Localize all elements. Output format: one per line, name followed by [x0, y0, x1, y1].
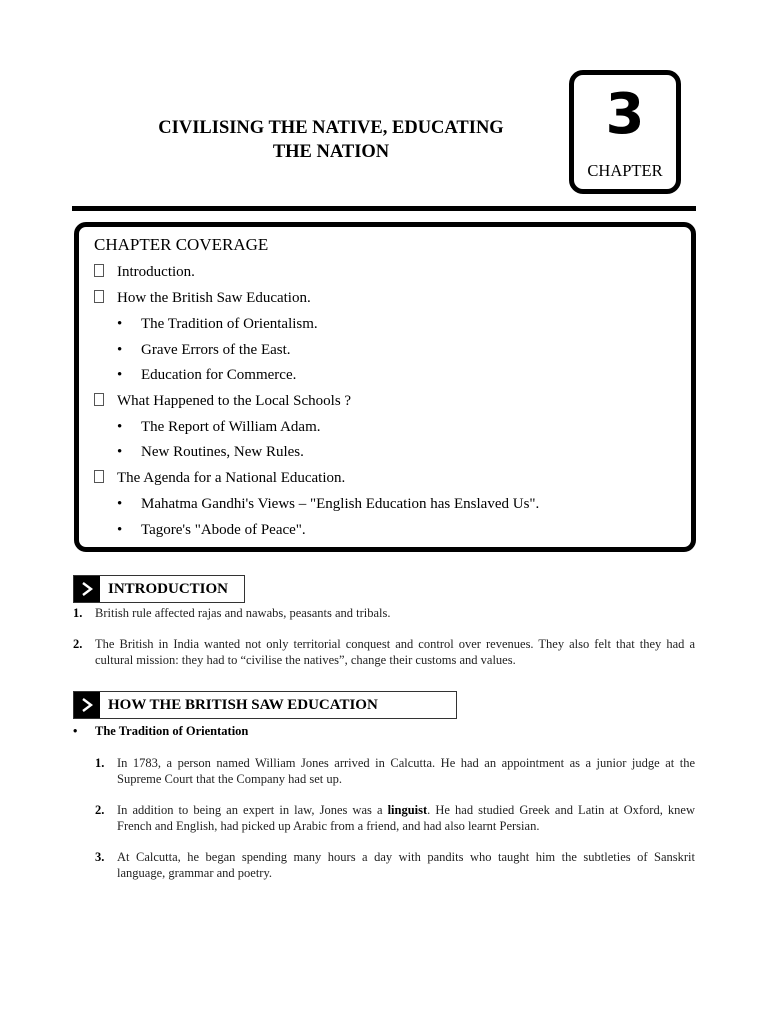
coverage-subitem-label: Tagore's "Abode of Peace".	[141, 522, 306, 538]
bullet-icon: •	[117, 419, 123, 435]
coverage-subitem-label: New Routines, New Rules.	[141, 444, 304, 460]
coverage-item-label: Introduction.	[117, 264, 195, 280]
intro-point-text: British rule affected rajas and nawabs, peasants and tribals.	[95, 606, 391, 620]
coverage-subitem	[117, 520, 306, 540]
coverage-subitem	[117, 314, 318, 334]
chapter-title	[120, 116, 542, 164]
bullet-icon: •	[73, 724, 78, 738]
bullet-icon: •	[117, 342, 123, 358]
chapter-title-line-1: CIVILISING THE NATIVE, EDUCATING	[158, 118, 504, 138]
bullet-icon: •	[117, 444, 123, 460]
coverage-subitem-label: Mahatma Gandhi's Views – "English Education has Enslaved Us".	[141, 496, 540, 512]
orientalism-point-number: 3.	[95, 850, 105, 864]
orientalism-point-number: 2.	[95, 803, 105, 817]
coverage-item	[94, 468, 345, 488]
coverage-item-label: The Agenda for a National Education.	[117, 470, 346, 486]
bullet-icon: •	[117, 496, 123, 512]
missing-glyph-icon	[94, 470, 104, 483]
missing-glyph-icon	[94, 290, 104, 303]
linguist-keyword: linguist	[387, 803, 428, 817]
bullet-icon: •	[117, 367, 123, 383]
introduction-heading-label: INTRODUCTION	[108, 581, 229, 597]
coverage-item-label: What Happened to the Local Schools ?	[117, 393, 352, 409]
bullet-icon: •	[117, 316, 123, 332]
coverage-item-label: How the British Saw Education.	[117, 290, 311, 306]
orientalism-point-text-line: In 1783, a person named William Jones arrived in Calcutta. He had an appointment as a junior judge at the	[117, 756, 695, 770]
coverage-subitem	[117, 365, 296, 385]
chapter-coverage-title: CHAPTER COVERAGE	[94, 235, 269, 254]
chapter-coverage-box	[74, 222, 696, 552]
missing-glyph-icon	[94, 393, 104, 406]
intro-point-number: 1.	[73, 606, 83, 620]
orientalism-point-number: 1.	[95, 756, 105, 770]
intro-point-number: 2.	[73, 637, 83, 651]
chapter-title-line-2: THE NATION	[272, 142, 390, 162]
coverage-subitem	[117, 340, 291, 360]
orientalism-subheading: The Tradition of Orientation	[95, 724, 249, 738]
coverage-subitem-label: Grave Errors of the East.	[141, 342, 291, 358]
coverage-subitem-label: The Report of William Adam.	[141, 419, 321, 435]
orientalism-point-text-line: language, grammar and poetry.	[117, 866, 273, 880]
chapter-number: 3	[605, 82, 645, 147]
orientalism-point-text-line: Supreme Court that the Company had set up.	[117, 772, 342, 786]
coverage-item	[94, 288, 311, 308]
british-education-heading-label: HOW THE BRITISH SAW EDUCATION	[108, 697, 378, 713]
orientalism-text-part: In addition to being an expert in law, Jones was a	[117, 803, 388, 817]
chapter-badge	[569, 70, 681, 194]
missing-glyph-icon	[94, 264, 104, 277]
coverage-subitem	[117, 442, 304, 462]
orientalism-point-text-line	[117, 802, 695, 818]
chevron-right-icon	[74, 576, 100, 602]
british-education-heading	[73, 691, 457, 719]
introduction-heading	[73, 575, 245, 603]
orientalism-text-part: . He had studied Greek and Latin at Oxford, knew	[427, 803, 695, 817]
chevron-right-icon	[74, 692, 100, 718]
orientalism-point-text-line: French and English, had picked up Arabic from a friend, and had also learnt Persian.	[117, 819, 540, 833]
intro-point-text-line: cultural mission: they had to “civilise the natives”, change their customs and values.	[95, 653, 516, 667]
chapter-label: CHAPTER	[587, 161, 663, 180]
intro-point-text-line: The British in India wanted not only territorial conquest and control over revenues. They also felt that they had a	[95, 637, 695, 651]
coverage-item	[94, 391, 351, 411]
coverage-item	[94, 262, 195, 282]
orientalism-point-text-line: At Calcutta, he began spending many hours a day with pandits who taught him the subtleties of Sanskrit	[117, 850, 695, 864]
coverage-subitem	[117, 494, 539, 514]
header-divider	[72, 206, 696, 211]
coverage-subitem	[117, 417, 321, 437]
coverage-subitem-label: Education for Commerce.	[141, 367, 297, 383]
coverage-subitem-label: The Tradition of Orientalism.	[141, 316, 318, 332]
bullet-icon: •	[117, 522, 123, 538]
